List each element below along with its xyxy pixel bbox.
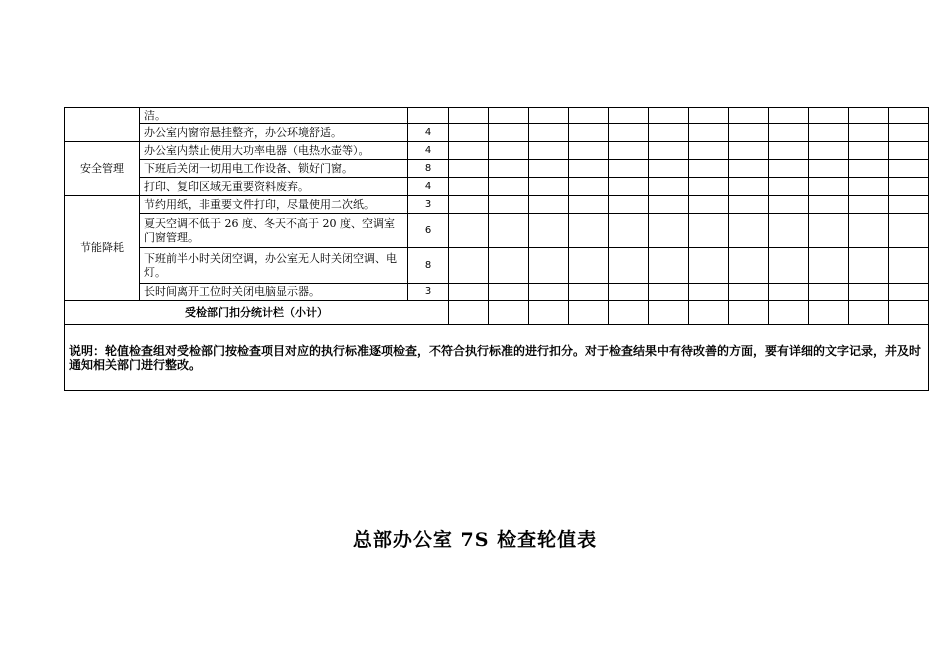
deduction-cell [729, 196, 769, 214]
deduction-cell [609, 196, 649, 214]
deduction-cell [489, 248, 529, 284]
subtotal-cell [689, 301, 729, 325]
subtotal-row [65, 301, 929, 325]
deduction-cell [809, 196, 849, 214]
score-cell: 3 [408, 196, 449, 214]
score-cell: 4 [408, 178, 449, 196]
deduction-cell [449, 284, 489, 301]
standard-cell: 洁。 [140, 108, 408, 124]
score-cell: 8 [408, 248, 449, 284]
deduction-cell [569, 178, 609, 196]
deduction-cell [809, 248, 849, 284]
deduction-cell [449, 108, 489, 124]
deduction-cell [489, 160, 529, 178]
deduction-cell [529, 284, 569, 301]
deduction-cell [889, 108, 929, 124]
deduction-cell [569, 214, 609, 248]
standard-cell: 下班后关闭一切用电工作设备、锁好门窗。 [140, 160, 408, 178]
standard-cell: 下班前半小时关闭空调，办公室无人时关闭空调、电灯。 [140, 248, 408, 284]
subtotal-cell [769, 301, 809, 325]
deduction-cell [529, 160, 569, 178]
note-row [65, 325, 929, 391]
score-cell: 4 [408, 142, 449, 160]
deduction-cell [449, 214, 489, 248]
subtotal-cell [449, 301, 489, 325]
deduction-cell [489, 196, 529, 214]
table-row [65, 160, 929, 178]
category-cell [65, 108, 140, 142]
deduction-cell [849, 248, 889, 284]
deduction-cell [529, 214, 569, 248]
note-text: 说明：轮值检查组对受检部门按检查项目对应的执行标准逐项检查，不符合执行标准的进行扣分。对于检查结果中有待改善的方面，要有详细的文字记录，并及时通知相关部门进行整改。 [65, 325, 929, 391]
score-cell: 3 [408, 284, 449, 301]
deduction-cell [569, 108, 609, 124]
standard-cell: 办公室内禁止使用大功率电器（电热水壶等）。 [140, 142, 408, 160]
deduction-cell [449, 142, 489, 160]
deduction-cell [609, 108, 649, 124]
deduction-cell [729, 124, 769, 142]
subtotal-cell [489, 301, 529, 325]
deduction-cell [769, 178, 809, 196]
deduction-cell [449, 178, 489, 196]
deduction-cell [609, 142, 649, 160]
deduction-cell [729, 214, 769, 248]
table-row [65, 248, 929, 284]
deduction-cell [489, 214, 529, 248]
deduction-cell [569, 248, 609, 284]
deduction-cell [729, 284, 769, 301]
deduction-cell [769, 248, 809, 284]
deduction-cell [769, 160, 809, 178]
deduction-cell [649, 124, 689, 142]
deduction-cell [849, 196, 889, 214]
deduction-cell [609, 178, 649, 196]
deduction-cell [609, 248, 649, 284]
table-row [65, 284, 929, 301]
deduction-cell [529, 196, 569, 214]
deduction-cell [769, 196, 809, 214]
deduction-cell [689, 284, 729, 301]
deduction-cell [849, 178, 889, 196]
deduction-cell [889, 214, 929, 248]
deduction-cell [609, 284, 649, 301]
score-cell [408, 108, 449, 124]
deduction-cell [849, 142, 889, 160]
deduction-cell [769, 214, 809, 248]
deduction-cell [449, 248, 489, 284]
deduction-cell [489, 124, 529, 142]
table-row [65, 178, 929, 196]
deduction-cell [649, 284, 689, 301]
deduction-cell [849, 160, 889, 178]
score-cell: 4 [408, 124, 449, 142]
deduction-cell [889, 178, 929, 196]
subtotal-cell [729, 301, 769, 325]
table-row [65, 108, 929, 124]
deduction-cell [729, 248, 769, 284]
deduction-cell [649, 248, 689, 284]
deduction-cell [649, 108, 689, 124]
deduction-cell [769, 124, 809, 142]
deduction-cell [569, 196, 609, 214]
subtotal-cell [889, 301, 929, 325]
table-row [65, 214, 929, 248]
standard-cell: 夏天空调不低于 26 度、冬天不高于 20 度、空调室门窗管理。 [140, 214, 408, 248]
inspection-table [64, 107, 929, 391]
deduction-cell [889, 248, 929, 284]
standard-cell: 办公室内窗帘悬挂整齐，办公环境舒适。 [140, 124, 408, 142]
standard-cell: 长时间离开工位时关闭电脑显示器。 [140, 284, 408, 301]
subtotal-label: 受检部门扣分统计栏（小计） [65, 301, 449, 325]
deduction-cell [609, 160, 649, 178]
deduction-cell [609, 214, 649, 248]
deduction-cell [689, 160, 729, 178]
deduction-cell [689, 196, 729, 214]
deduction-cell [529, 248, 569, 284]
deduction-cell [529, 178, 569, 196]
deduction-cell [769, 284, 809, 301]
deduction-cell [529, 124, 569, 142]
deduction-cell [769, 108, 809, 124]
deduction-cell [489, 142, 529, 160]
category-cell: 节能降耗 [65, 196, 140, 301]
deduction-cell [689, 178, 729, 196]
deduction-cell [769, 142, 809, 160]
deduction-cell [649, 142, 689, 160]
deduction-cell [889, 160, 929, 178]
deduction-cell [809, 284, 849, 301]
subtotal-cell [809, 301, 849, 325]
table-row [65, 142, 929, 160]
deduction-cell [849, 124, 889, 142]
deduction-cell [849, 284, 889, 301]
deduction-cell [889, 142, 929, 160]
deduction-cell [889, 196, 929, 214]
deduction-cell [449, 124, 489, 142]
deduction-cell [449, 196, 489, 214]
deduction-cell [569, 160, 609, 178]
score-cell: 8 [408, 160, 449, 178]
deduction-cell [689, 248, 729, 284]
deduction-cell [809, 108, 849, 124]
deduction-cell [489, 178, 529, 196]
subtotal-cell [609, 301, 649, 325]
subtotal-cell [529, 301, 569, 325]
deduction-cell [449, 160, 489, 178]
category-cell: 安全管理 [65, 142, 140, 196]
deduction-cell [809, 214, 849, 248]
deduction-cell [889, 284, 929, 301]
deduction-cell [889, 124, 929, 142]
deduction-cell [689, 142, 729, 160]
deduction-cell [489, 108, 529, 124]
deduction-cell [529, 108, 569, 124]
deduction-cell [729, 178, 769, 196]
deduction-cell [649, 214, 689, 248]
table-row [65, 124, 929, 142]
standard-cell: 打印、复印区域无重要资料废弃。 [140, 178, 408, 196]
deduction-cell [689, 124, 729, 142]
deduction-cell [569, 284, 609, 301]
deduction-cell [809, 124, 849, 142]
deduction-cell [729, 160, 769, 178]
deduction-cell [609, 124, 649, 142]
deduction-cell [729, 142, 769, 160]
table-row [65, 196, 929, 214]
deduction-cell [649, 178, 689, 196]
deduction-cell [849, 214, 889, 248]
subtotal-cell [649, 301, 689, 325]
deduction-cell [489, 284, 529, 301]
deduction-cell [569, 124, 609, 142]
deduction-cell [569, 142, 609, 160]
score-cell: 6 [408, 214, 449, 248]
standard-cell: 节约用纸，非重要文件打印，尽量使用二次纸。 [140, 196, 408, 214]
deduction-cell [689, 108, 729, 124]
deduction-cell [689, 214, 729, 248]
page-title: 总部办公室 7S 检查轮值表 [352, 529, 598, 551]
deduction-cell [649, 160, 689, 178]
deduction-cell [729, 108, 769, 124]
deduction-cell [529, 142, 569, 160]
subtotal-cell [569, 301, 609, 325]
deduction-cell [649, 196, 689, 214]
deduction-cell [849, 108, 889, 124]
deduction-cell [809, 142, 849, 160]
subtotal-cell [849, 301, 889, 325]
deduction-cell [809, 160, 849, 178]
deduction-cell [809, 178, 849, 196]
